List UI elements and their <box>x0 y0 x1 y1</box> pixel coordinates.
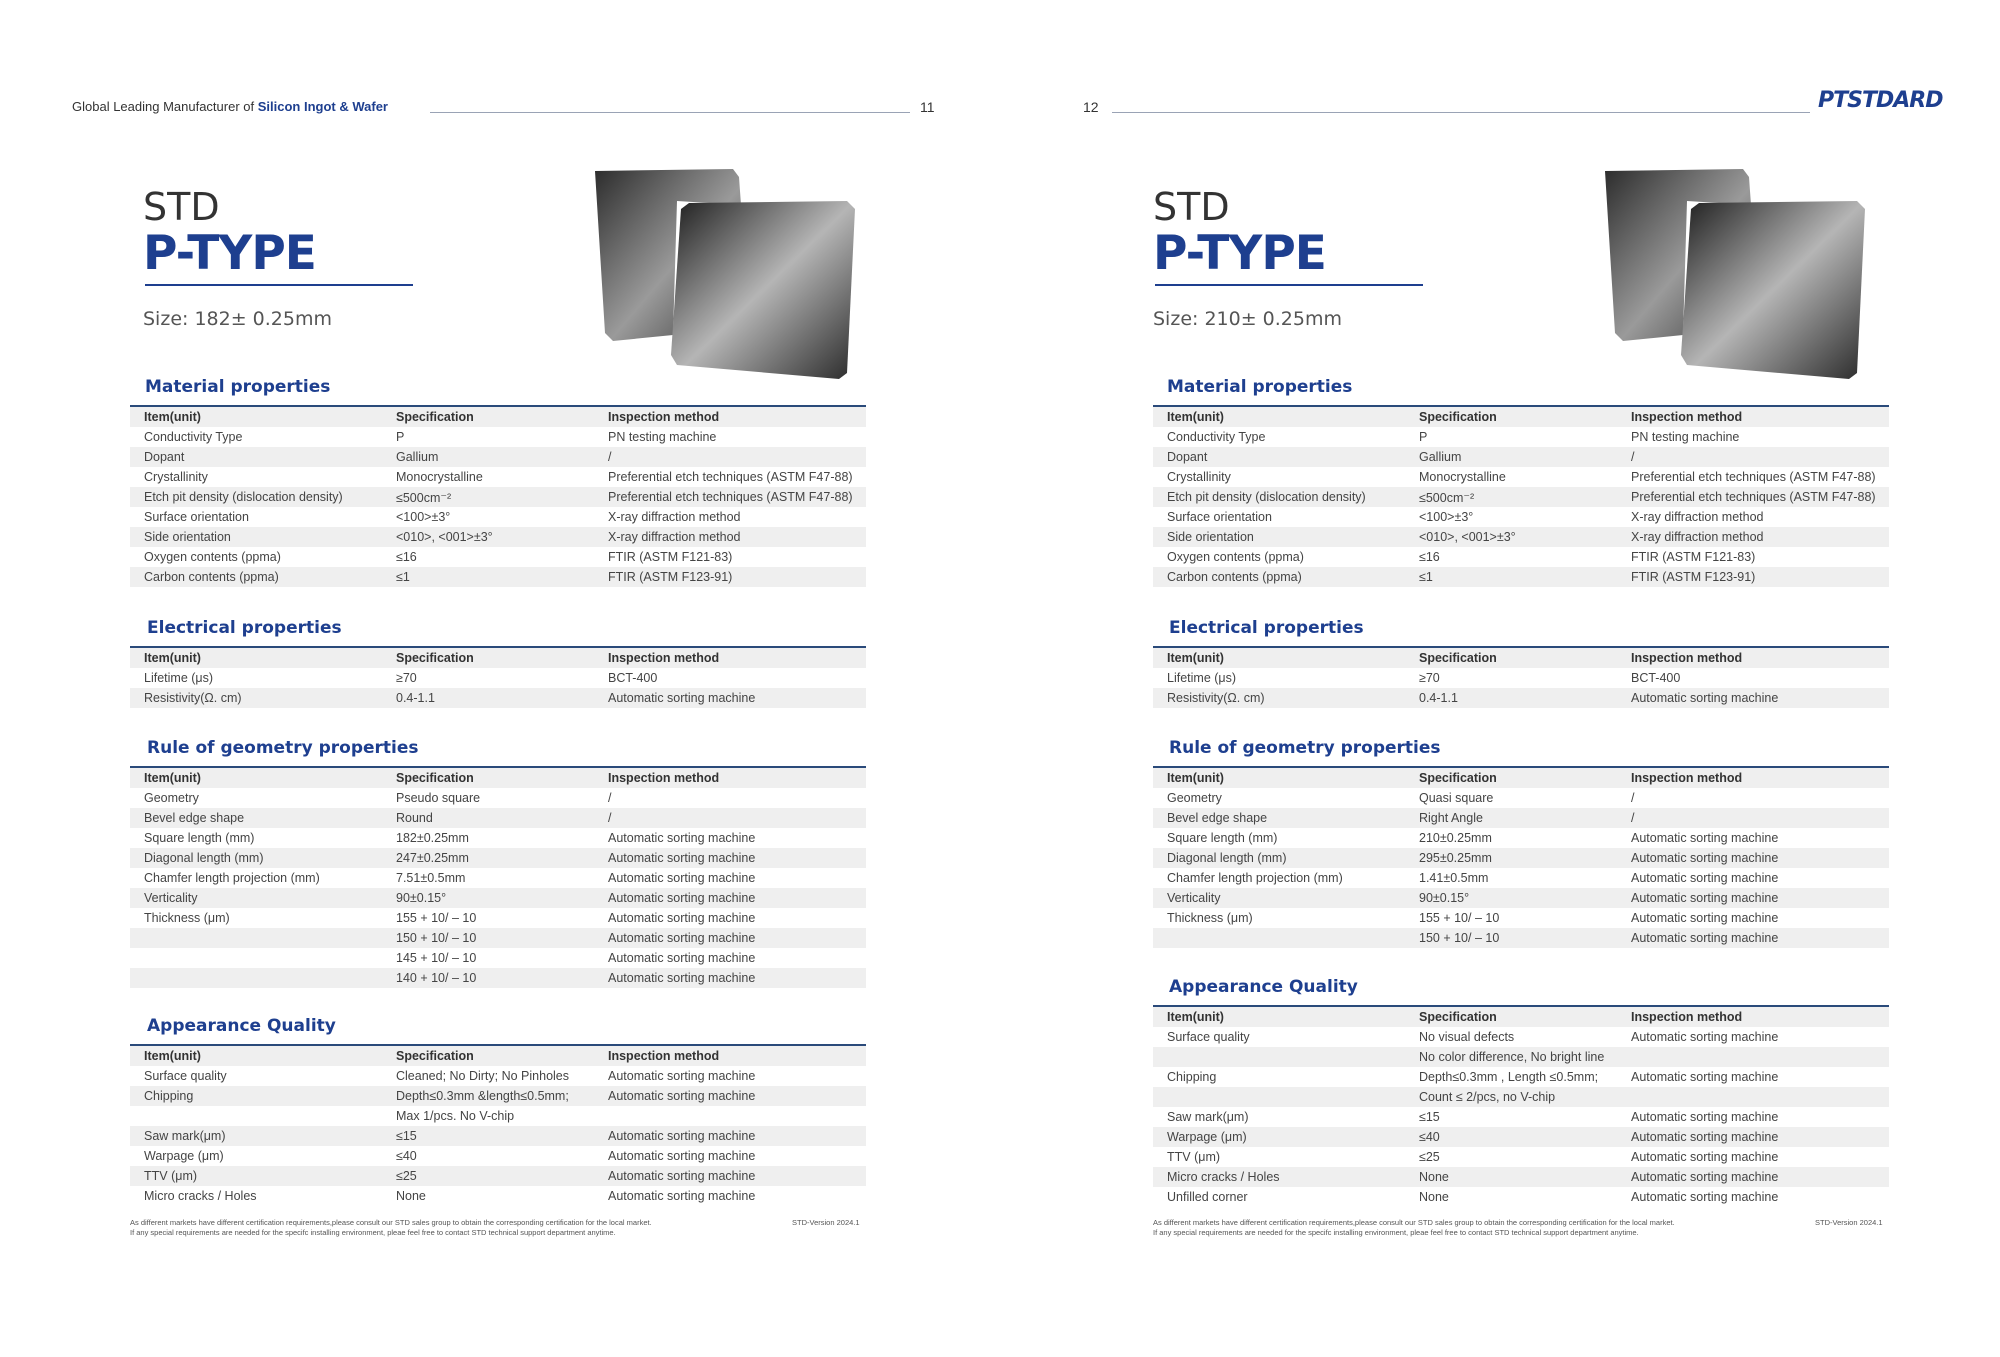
col-item: Item(unit) <box>130 647 382 668</box>
col-spec: Specification <box>1405 647 1617 668</box>
row-item: Carbon contents (ppma) <box>1153 567 1405 587</box>
row-method: Automatic sorting machine <box>608 911 756 925</box>
row-item: Conductivity Type <box>1167 430 1266 444</box>
row-item: Resistivity(Ω. cm) <box>1153 688 1405 708</box>
header-rule <box>1112 112 1810 113</box>
table-row <box>130 527 866 547</box>
row-item: Geometry <box>1167 791 1222 805</box>
row-spec: Count ≤ 2/pcs, no V-chip <box>1405 1087 1617 1107</box>
col-method: Inspection method <box>594 1045 866 1066</box>
col-item: Item(unit) <box>1153 1006 1405 1027</box>
row-item: Surface orientation <box>144 510 249 524</box>
wafer-size: Size: 182± 0.25mm <box>143 308 332 330</box>
row-spec: No visual defects <box>1419 1030 1515 1044</box>
row-spec: ≤15 <box>382 1126 594 1146</box>
row-method: X-ray diffraction method <box>608 510 741 524</box>
row-method: Automatic sorting machine <box>1617 928 1889 948</box>
col-spec: Specification <box>1405 767 1617 788</box>
table-row <box>130 1146 866 1166</box>
appearance-table <box>1153 1005 1889 1207</box>
row-spec: 140 + 10/ – 10 <box>382 968 594 988</box>
row-method: Automatic sorting machine <box>594 1126 866 1146</box>
row-method: BCT-400 <box>1631 671 1681 685</box>
row-method: Automatic sorting machine <box>594 968 866 988</box>
std-label: STD <box>1153 185 1230 229</box>
col-method: Inspection method <box>1617 406 1889 427</box>
row-spec: P <box>1419 430 1428 444</box>
row-item: Dopant <box>1153 447 1405 467</box>
row-spec: ≤500cm⁻² <box>382 487 594 507</box>
col-spec: Specification <box>382 767 594 788</box>
row-item: Micro cracks / Holes <box>1153 1167 1405 1187</box>
table-row <box>1153 1127 1889 1147</box>
version-label: STD-Version 2024.1 <box>792 1218 860 1227</box>
col-spec: Specification <box>1405 406 1617 427</box>
table-row <box>1153 447 1889 467</box>
row-spec: ≤25 <box>1419 1150 1440 1164</box>
row-spec: ≤500cm⁻² <box>1405 487 1617 507</box>
footnote <box>1153 1218 1743 1238</box>
col-spec: Specification <box>382 406 594 427</box>
row-method: Automatic sorting machine <box>594 888 866 908</box>
table-row <box>130 928 866 948</box>
table-header-row <box>1153 647 1889 668</box>
row-method: BCT-400 <box>608 671 658 685</box>
header-tagline-prefix: Global Leading Manufacturer of <box>72 99 255 114</box>
row-spec: <100>±3° <box>1419 510 1474 524</box>
row-spec: 155 + 10/ – 10 <box>1419 911 1500 925</box>
row-item: Oxygen contents (ppma) <box>144 550 281 564</box>
table-header-row <box>130 647 866 668</box>
row-item: Micro cracks / Holes <box>144 1189 257 1203</box>
row-item: Chamfer length projection (mm) <box>1167 871 1343 885</box>
row-method: FTIR (ASTM F121-83) <box>1631 550 1756 564</box>
row-item: Crystallinity <box>1167 470 1231 484</box>
row-method: Automatic sorting machine <box>608 1149 756 1163</box>
row-item: Surface quality <box>1167 1030 1250 1044</box>
table-row <box>1153 547 1889 567</box>
row-spec: Depth≤0.3mm &length≤0.5mm; <box>382 1086 594 1106</box>
wafer-front <box>1681 201 1865 379</box>
table-row <box>130 828 866 848</box>
row-method: Automatic sorting machine <box>594 1086 866 1106</box>
table-row <box>1153 688 1889 708</box>
table-row <box>1153 868 1889 888</box>
table-row <box>1153 567 1889 587</box>
row-spec: 210±0.25mm <box>1419 831 1492 845</box>
row-item: Warpage (μm) <box>144 1149 224 1163</box>
table-row <box>1153 1087 1889 1107</box>
table-row <box>130 447 866 467</box>
row-spec: 182±0.25mm <box>396 831 469 845</box>
title-underline <box>145 284 413 286</box>
row-item <box>130 948 382 968</box>
col-item: Item(unit) <box>1153 406 1405 427</box>
table-row <box>1153 828 1889 848</box>
col-method: Inspection method <box>594 406 866 427</box>
row-spec: Monocrystalline <box>396 470 483 484</box>
row-spec: 295±0.25mm <box>1405 848 1617 868</box>
row-method: FTIR (ASTM F121-83) <box>608 550 733 564</box>
material-table <box>1153 405 1889 587</box>
table-row <box>130 1086 866 1106</box>
geometry-table <box>1153 766 1889 948</box>
row-item: Saw mark(μm) <box>130 1126 382 1146</box>
electrical-title: Electrical properties <box>1169 618 1364 638</box>
table-row <box>1153 1067 1889 1087</box>
row-method: Automatic sorting machine <box>594 688 866 708</box>
row-item: Chipping <box>1167 1070 1217 1084</box>
geometry-title: Rule of geometry properties <box>1169 738 1441 758</box>
table-row <box>130 1066 866 1086</box>
table-row <box>130 848 866 868</box>
table-header-row <box>1153 1006 1889 1027</box>
row-method: Automatic sorting machine <box>1631 871 1779 885</box>
footnote-line-1: As different markets have different certification requirements,please consult our STD sales group to obtain the corresponding certification for the local market. <box>1153 1218 1675 1227</box>
row-spec: None <box>1405 1167 1617 1187</box>
row-spec: ≥70 <box>1419 671 1440 685</box>
row-item: Unfilled corner <box>1167 1190 1248 1204</box>
table-row <box>130 507 866 527</box>
row-item: Lifetime (μs) <box>144 671 214 685</box>
brand-logo: PTSTDARD <box>1818 88 1943 113</box>
row-spec: ≥70 <box>396 671 417 685</box>
col-item: Item(unit) <box>1153 767 1405 788</box>
table-header-row <box>130 406 866 427</box>
row-method: X-ray diffraction method <box>1631 510 1764 524</box>
row-method: Automatic sorting machine <box>1617 848 1889 868</box>
footnote-line-2: If any special requirements are needed for the specifc installing environment, pleae feel free to contact STD technical support department anytime. <box>1153 1228 1639 1237</box>
header-tagline-bold: Silicon Ingot & Wafer <box>257 99 388 114</box>
row-spec: Quasi square <box>1419 791 1494 805</box>
row-spec: <010>, <001>±3° <box>1405 527 1617 547</box>
table-row <box>1153 467 1889 487</box>
row-spec: 0.4-1.1 <box>1405 688 1617 708</box>
table-row <box>130 1166 866 1186</box>
row-item: Lifetime (μs) <box>1167 671 1237 685</box>
footnote-line-2: If any special requirements are needed for the specifc installing environment, pleae feel free to contact STD technical support department anytime. <box>130 1228 616 1237</box>
table-row <box>130 547 866 567</box>
table-header-row <box>1153 406 1889 427</box>
table-row <box>1153 1027 1889 1047</box>
table-row <box>1153 1187 1889 1207</box>
row-method: / <box>1617 808 1889 828</box>
table-row <box>1153 788 1889 808</box>
row-item: Square length (mm) <box>144 831 255 845</box>
row-spec: 155 + 10/ – 10 <box>396 911 477 925</box>
col-method: Inspection method <box>1617 767 1889 788</box>
row-spec: ≤16 <box>396 550 417 564</box>
row-method: Preferential etch techniques (ASTM F47-88) <box>594 487 866 507</box>
row-method: / <box>1631 791 1635 805</box>
row-method: / <box>594 447 866 467</box>
row-item: Etch pit density (dislocation density) <box>130 487 382 507</box>
row-method: / <box>1617 447 1889 467</box>
row-method: Automatic sorting machine <box>594 1166 866 1186</box>
row-spec: 1.41±0.5mm <box>1419 871 1489 885</box>
row-method <box>1617 1047 1889 1067</box>
row-method: Automatic sorting machine <box>608 831 756 845</box>
row-item: Resistivity(Ω. cm) <box>130 688 382 708</box>
row-item: Verticality <box>130 888 382 908</box>
row-spec: ≤1 <box>1405 567 1617 587</box>
table-row <box>130 688 866 708</box>
row-item: Warpage (μm) <box>1153 1127 1405 1147</box>
col-item: Item(unit) <box>130 1045 382 1066</box>
row-spec: 90±0.15° <box>382 888 594 908</box>
row-spec: 150 + 10/ – 10 <box>1405 928 1617 948</box>
row-method: Automatic sorting machine <box>608 1069 756 1083</box>
geometry-title: Rule of geometry properties <box>147 738 419 758</box>
table-row <box>130 467 866 487</box>
row-method: Automatic sorting machine <box>608 871 756 885</box>
row-item: TTV (μm) <box>1167 1150 1221 1164</box>
row-method: Preferential etch techniques (ASTM F47-88) <box>1631 470 1876 484</box>
row-item: Surface orientation <box>1167 510 1272 524</box>
row-item: Carbon contents (ppma) <box>130 567 382 587</box>
ptype-title: P-TYPE <box>1153 226 1326 281</box>
table-row <box>130 1126 866 1146</box>
row-item: Side orientation <box>130 527 382 547</box>
row-method: / <box>594 808 866 828</box>
row-method <box>594 1106 866 1126</box>
row-method: Automatic sorting machine <box>1631 1190 1779 1204</box>
material-table <box>130 405 866 587</box>
table-row <box>1153 908 1889 928</box>
row-method <box>1617 1087 1889 1107</box>
row-method: FTIR (ASTM F123-91) <box>1617 567 1889 587</box>
electrical-title: Electrical properties <box>147 618 342 638</box>
row-item: Diagonal length (mm) <box>130 848 382 868</box>
row-item: TTV (μm) <box>130 1166 382 1186</box>
wafer-image <box>585 165 855 385</box>
row-method: X-ray diffraction method <box>594 527 866 547</box>
row-method: Automatic sorting machine <box>608 951 756 965</box>
col-item: Item(unit) <box>1153 647 1405 668</box>
row-method: Automatic sorting machine <box>1631 1030 1779 1044</box>
std-label: STD <box>143 185 220 229</box>
row-method: Automatic sorting machine <box>1617 1127 1889 1147</box>
row-item <box>130 1106 382 1126</box>
row-item: Verticality <box>1153 888 1405 908</box>
page-number: 11 <box>920 99 935 115</box>
table-header-row <box>1153 767 1889 788</box>
row-spec: None <box>396 1189 426 1203</box>
appearance-title: Appearance Quality <box>1169 977 1358 997</box>
row-method: Automatic sorting machine <box>1617 688 1889 708</box>
row-spec: Max 1/pcs. No V-chip <box>396 1109 515 1123</box>
row-item: Bevel edge shape <box>130 808 382 828</box>
row-item: Side orientation <box>1153 527 1405 547</box>
row-spec: Monocrystalline <box>1419 470 1506 484</box>
table-row <box>130 567 866 587</box>
row-spec: 150 + 10/ – 10 <box>382 928 594 948</box>
row-method: Automatic sorting machine <box>1617 888 1889 908</box>
page-number: 12 <box>1083 99 1099 115</box>
row-spec: ≤40 <box>1405 1127 1617 1147</box>
table-row <box>1153 808 1889 828</box>
table-row <box>1153 1107 1889 1127</box>
table-row <box>1153 888 1889 908</box>
row-method: PN testing machine <box>1631 430 1740 444</box>
row-method: Automatic sorting machine <box>594 928 866 948</box>
table-row <box>1153 668 1889 688</box>
col-spec: Specification <box>382 1045 594 1066</box>
table-row <box>1153 848 1889 868</box>
col-item: Item(unit) <box>130 406 382 427</box>
table-row <box>1153 1047 1889 1067</box>
row-item <box>1153 1047 1405 1067</box>
appearance-table <box>130 1044 866 1206</box>
table-row <box>130 487 866 507</box>
row-item: Saw mark(μm) <box>1167 1110 1249 1124</box>
row-spec: 145 + 10/ – 10 <box>396 951 477 965</box>
row-item: Crystallinity <box>144 470 208 484</box>
row-item <box>130 968 382 988</box>
col-item: Item(unit) <box>130 767 382 788</box>
row-method: X-ray diffraction method <box>1617 527 1889 547</box>
table-row <box>1153 1147 1889 1167</box>
row-item <box>1153 928 1405 948</box>
row-spec: Pseudo square <box>396 791 481 805</box>
row-item: Chamfer length projection (mm) <box>144 871 320 885</box>
row-spec: ≤25 <box>382 1166 594 1186</box>
row-method: Automatic sorting machine <box>1631 1110 1779 1124</box>
table-row <box>130 868 866 888</box>
geometry-table <box>130 766 866 988</box>
wafer-size: Size: 210± 0.25mm <box>1153 308 1342 330</box>
footnote-line-1: As different markets have different certification requirements,please consult our STD sales group to obtain the corresponding certification for the local market. <box>130 1218 652 1227</box>
col-method: Inspection method <box>1617 647 1889 668</box>
row-spec: Round <box>382 808 594 828</box>
row-method: Automatic sorting machine <box>1631 1070 1779 1084</box>
table-row <box>1153 928 1889 948</box>
material-title: Material properties <box>145 377 331 397</box>
page-right <box>1000 0 2000 1357</box>
row-spec: No color difference, No bright line <box>1405 1047 1617 1067</box>
table-header-row <box>130 767 866 788</box>
col-spec: Specification <box>382 647 594 668</box>
row-spec: Depth≤0.3mm , Length ≤0.5mm; <box>1419 1070 1599 1084</box>
row-item: Thickness (μm) <box>1167 911 1253 925</box>
row-item <box>1153 1087 1405 1107</box>
table-row <box>130 908 866 928</box>
table-row <box>130 788 866 808</box>
appearance-title: Appearance Quality <box>147 1016 336 1036</box>
header-tagline <box>72 99 388 114</box>
row-method: Automatic sorting machine <box>1617 1167 1889 1187</box>
row-spec: ≤15 <box>1419 1110 1440 1124</box>
col-method: Inspection method <box>594 647 866 668</box>
table-row <box>130 1106 866 1126</box>
row-method: Automatic sorting machine <box>1631 911 1779 925</box>
title-underline <box>1155 284 1423 286</box>
row-method: Automatic sorting machine <box>1631 831 1779 845</box>
version-label: STD-Version 2024.1 <box>1815 1218 1883 1227</box>
wafer-front <box>671 201 855 379</box>
col-method: Inspection method <box>1617 1006 1889 1027</box>
row-spec: Cleaned; No Dirty; No Pinholes <box>396 1069 569 1083</box>
table-row <box>130 888 866 908</box>
row-method: Automatic sorting machine <box>608 1189 756 1203</box>
row-spec: ≤40 <box>396 1149 417 1163</box>
table-row <box>1153 487 1889 507</box>
row-spec: None <box>1419 1190 1449 1204</box>
table-row <box>130 427 866 447</box>
row-item: Square length (mm) <box>1167 831 1278 845</box>
row-item: Etch pit density (dislocation density) <box>1153 487 1405 507</box>
electrical-table <box>1153 646 1889 708</box>
row-spec: 0.4-1.1 <box>382 688 594 708</box>
table-row <box>130 1186 866 1206</box>
row-method: Preferential etch techniques (ASTM F47-88) <box>608 470 853 484</box>
table-row <box>1153 427 1889 447</box>
row-method: / <box>608 791 612 805</box>
row-spec: Right Angle <box>1405 808 1617 828</box>
row-spec: 7.51±0.5mm <box>396 871 466 885</box>
row-spec: ≤16 <box>1419 550 1440 564</box>
table-row <box>1153 1167 1889 1187</box>
row-item: Thickness (μm) <box>144 911 230 925</box>
row-item <box>130 928 382 948</box>
row-spec: <010>, <001>±3° <box>382 527 594 547</box>
ptype-title: P-TYPE <box>143 226 316 281</box>
row-item: Surface quality <box>144 1069 227 1083</box>
table-row <box>1153 527 1889 547</box>
table-row <box>130 968 866 988</box>
table-row <box>1153 507 1889 527</box>
electrical-table <box>130 646 866 708</box>
table-header-row <box>130 1045 866 1066</box>
row-item: Chipping <box>130 1086 382 1106</box>
row-method: FTIR (ASTM F123-91) <box>594 567 866 587</box>
row-spec: 90±0.15° <box>1405 888 1617 908</box>
row-method: Preferential etch techniques (ASTM F47-88) <box>1617 487 1889 507</box>
wafer-image <box>1595 165 1865 385</box>
row-item: Geometry <box>144 791 199 805</box>
row-spec: Gallium <box>1405 447 1617 467</box>
row-item: Conductivity Type <box>144 430 243 444</box>
col-spec: Specification <box>1405 1006 1617 1027</box>
table-row <box>130 808 866 828</box>
footnote <box>130 1218 720 1238</box>
row-method: PN testing machine <box>608 430 717 444</box>
row-item: Bevel edge shape <box>1153 808 1405 828</box>
row-spec: P <box>396 430 405 444</box>
row-item: Diagonal length (mm) <box>1153 848 1405 868</box>
header-rule <box>430 112 910 113</box>
col-method: Inspection method <box>594 767 866 788</box>
material-title: Material properties <box>1167 377 1353 397</box>
table-row <box>130 948 866 968</box>
row-item: Oxygen contents (ppma) <box>1167 550 1304 564</box>
row-spec: Gallium <box>382 447 594 467</box>
row-item: Dopant <box>130 447 382 467</box>
row-spec: 247±0.25mm <box>382 848 594 868</box>
row-method: Automatic sorting machine <box>1631 1150 1779 1164</box>
row-method: Automatic sorting machine <box>594 848 866 868</box>
table-row <box>130 668 866 688</box>
row-spec: ≤1 <box>382 567 594 587</box>
row-spec: <100>±3° <box>396 510 451 524</box>
